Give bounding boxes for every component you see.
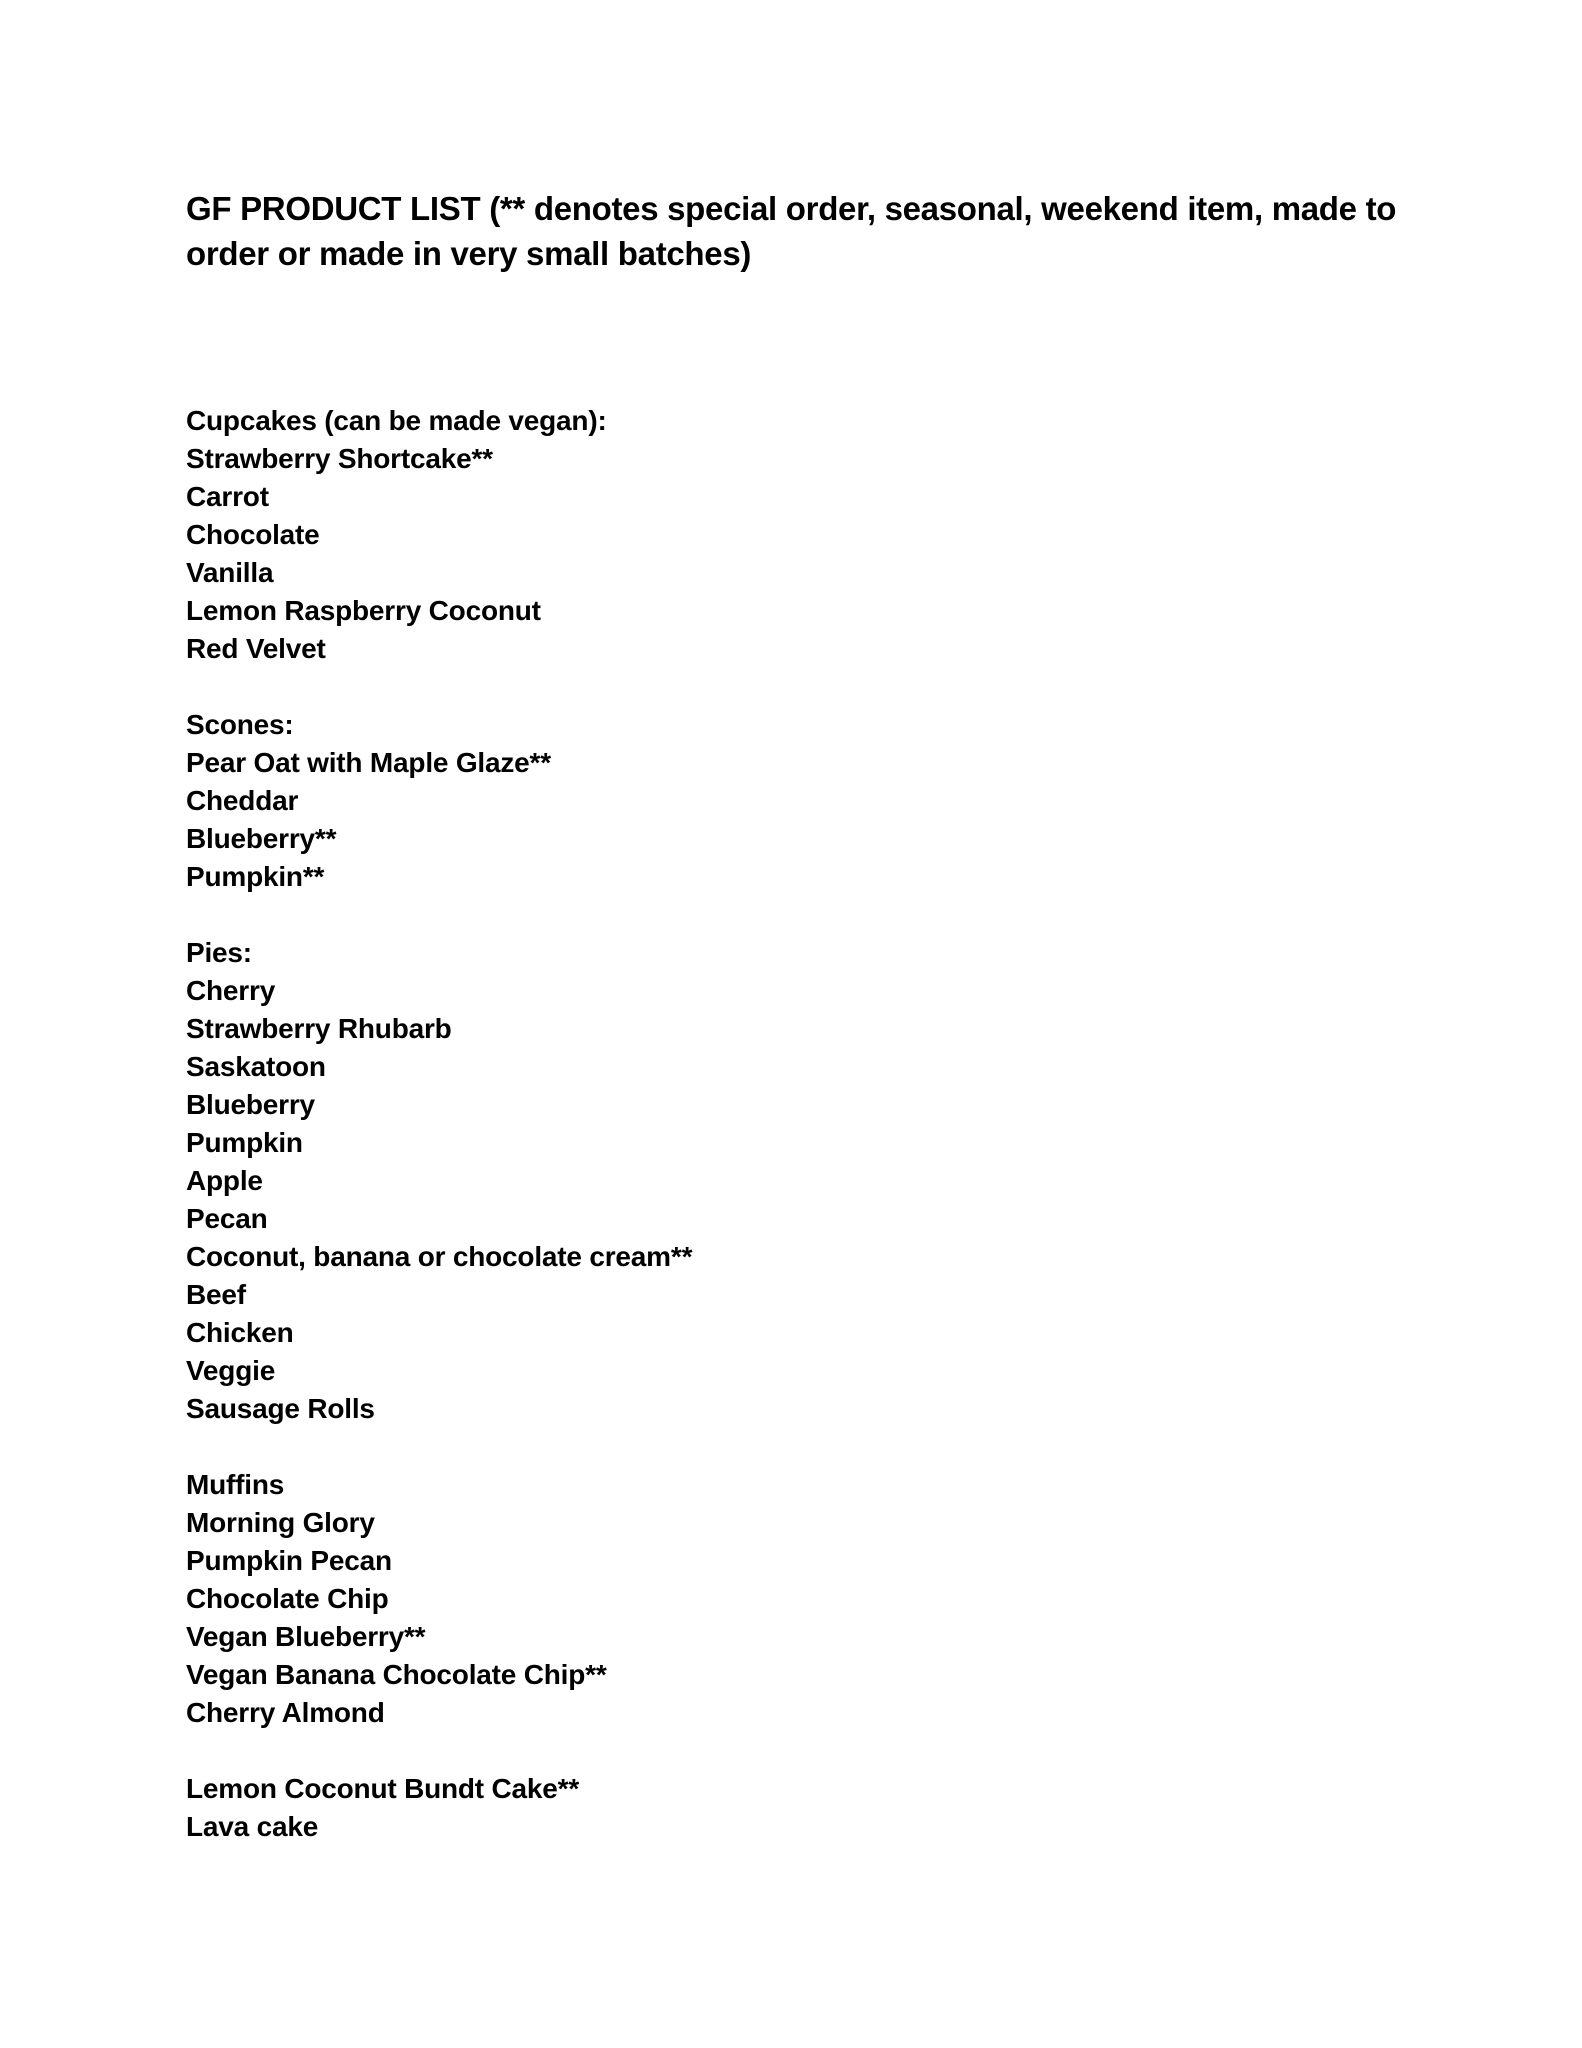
list-item: Pumpkin Pecan bbox=[186, 1545, 392, 1576]
list-item: Pumpkin bbox=[186, 1127, 303, 1158]
list-item: Vanilla bbox=[186, 557, 274, 588]
list-item: Chocolate bbox=[186, 519, 320, 550]
section-pies bbox=[186, 934, 1086, 1428]
list-item: Morning Glory bbox=[186, 1507, 375, 1538]
list-item: Strawberry Rhubarb bbox=[186, 1013, 452, 1044]
list-item: Blueberry** bbox=[186, 823, 337, 854]
list-item: Saskatoon bbox=[186, 1051, 326, 1082]
list-item: Beef bbox=[186, 1279, 246, 1310]
list-item: Cherry Almond bbox=[186, 1697, 385, 1728]
list-item: Cheddar bbox=[186, 785, 299, 816]
list-item: Chocolate Chip bbox=[186, 1583, 389, 1614]
page-title: GF PRODUCT LIST (** denotes special order, seasonal, weekend item, made to order or made in very small batches) bbox=[186, 190, 1397, 272]
list-item: Vegan Blueberry** bbox=[186, 1621, 426, 1652]
list-item: Red Velvet bbox=[186, 633, 326, 664]
list-item: Sausage Rolls bbox=[186, 1393, 375, 1424]
section-cakes bbox=[186, 1770, 1086, 1846]
list-item: Pumpkin** bbox=[186, 861, 325, 892]
list-item: Lava cake bbox=[186, 1811, 319, 1842]
list-item: Chicken bbox=[186, 1317, 294, 1348]
list-item: Blueberry bbox=[186, 1089, 315, 1120]
section-heading: Scones: bbox=[186, 709, 294, 740]
section-cupcakes bbox=[186, 402, 1086, 668]
section-heading: Cupcakes (can be made vegan): bbox=[186, 405, 607, 436]
list-item: Apple bbox=[186, 1165, 263, 1196]
product-list bbox=[186, 402, 1086, 1884]
list-item: Veggie bbox=[186, 1355, 276, 1386]
list-item: Carrot bbox=[186, 481, 269, 512]
section-heading: Lemon Coconut Bundt Cake** bbox=[186, 1773, 580, 1804]
list-item: Pear Oat with Maple Glaze** bbox=[186, 747, 551, 778]
list-item: Coconut, banana or chocolate cream** bbox=[186, 1241, 693, 1272]
section-heading: Muffins bbox=[186, 1469, 285, 1500]
list-item: Vegan Banana Chocolate Chip** bbox=[186, 1659, 607, 1690]
list-item: Strawberry Shortcake** bbox=[186, 443, 493, 474]
section-scones bbox=[186, 706, 1086, 896]
section-muffins bbox=[186, 1466, 1086, 1732]
section-heading: Pies: bbox=[186, 937, 252, 968]
list-item: Cherry bbox=[186, 975, 276, 1006]
list-item: Lemon Raspberry Coconut bbox=[186, 595, 541, 626]
list-item: Pecan bbox=[186, 1203, 268, 1234]
